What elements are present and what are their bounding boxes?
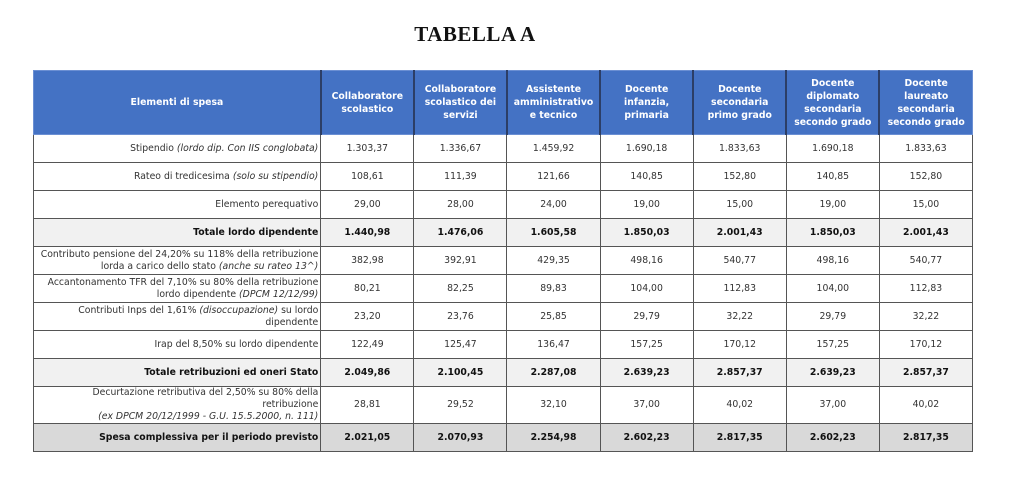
value-cell: 28,00 — [414, 191, 507, 219]
value-cell: 1.605,58 — [507, 219, 600, 247]
row-label-text: Elemento perequativo — [215, 198, 319, 210]
value-cell: 157,25 — [786, 331, 879, 359]
row-label — [34, 331, 321, 359]
row-label — [34, 275, 321, 303]
row-label-text: Irap del 8,50% su lordo dipendente — [154, 338, 319, 350]
value-cell: 2.021,05 — [321, 424, 414, 452]
value-cell: 121,66 — [507, 163, 600, 191]
value-cell: 1.690,18 — [600, 135, 693, 163]
value-cell: 2.070,93 — [414, 424, 507, 452]
row-label-text: (lordo dip. Con IIS conglobata) — [176, 142, 319, 154]
value-cell: 104,00 — [600, 275, 693, 303]
row-label-text: Rateo di tredicesima — [133, 170, 233, 182]
value-cell: 498,16 — [786, 247, 879, 275]
page-title: TABELLA A — [414, 22, 536, 46]
value-cell: 2.254,98 — [507, 424, 600, 452]
value-cell: 80,21 — [321, 275, 414, 303]
row-label-text: Contributi Inps del 1,61% — [78, 304, 200, 316]
value-cell: 112,83 — [879, 275, 972, 303]
row-label-text: Decurtazione retributiva del 2,50% su 80% della retribuzione — [92, 387, 319, 410]
table-row — [34, 163, 973, 191]
row-label-text: (solo su stipendio) — [232, 170, 319, 182]
value-cell: 104,00 — [786, 275, 879, 303]
table-row — [34, 247, 973, 275]
column-header: Docente diplomato secondaria secondo grado — [786, 71, 879, 135]
row-label — [34, 163, 321, 191]
value-cell: 28,81 — [321, 387, 414, 424]
value-cell: 1.440,98 — [321, 219, 414, 247]
value-cell: 392,91 — [414, 247, 507, 275]
value-cell: 89,83 — [507, 275, 600, 303]
value-cell: 2.857,37 — [693, 359, 786, 387]
value-cell: 1.459,92 — [507, 135, 600, 163]
row-label — [34, 247, 321, 275]
value-cell: 170,12 — [693, 331, 786, 359]
value-cell: 29,79 — [786, 303, 879, 331]
value-cell: 37,00 — [786, 387, 879, 424]
value-cell: 108,61 — [321, 163, 414, 191]
value-cell: 1.833,63 — [879, 135, 972, 163]
subtotal-row — [34, 219, 973, 247]
value-cell: 23,76 — [414, 303, 507, 331]
value-cell: 136,47 — [507, 331, 600, 359]
row-label-text: Totale retribuzioni ed oneri Stato — [144, 366, 319, 378]
value-cell: 82,25 — [414, 275, 507, 303]
row-label-text: (ex DPCM 20/12/1999 - G.U. 15.5.2000, n. 111) — [98, 411, 319, 422]
value-cell: 2.001,43 — [879, 219, 972, 247]
value-cell: 1.476,06 — [414, 219, 507, 247]
value-cell: 2.001,43 — [693, 219, 786, 247]
table-row — [34, 303, 973, 331]
table-row — [34, 387, 973, 424]
value-cell: 429,35 — [507, 247, 600, 275]
row-label-text: Spesa complessiva per il periodo previsto — [99, 431, 319, 443]
value-cell: 2.602,23 — [786, 424, 879, 452]
value-cell: 15,00 — [879, 191, 972, 219]
value-cell: 2.639,23 — [600, 359, 693, 387]
value-cell: 152,80 — [879, 163, 972, 191]
value-cell: 2.049,86 — [321, 359, 414, 387]
value-cell: 23,20 — [321, 303, 414, 331]
value-cell: 40,02 — [693, 387, 786, 424]
row-label — [34, 135, 321, 163]
row-label-text: (DPCM 12/12/99) — [239, 288, 319, 300]
table-row — [34, 135, 973, 163]
value-cell: 2.602,23 — [600, 424, 693, 452]
row-label-text: Accantonamento TFR del 7,10% su 80% della retribuzione lordo dipendente — [47, 276, 319, 300]
row-label-text: Stipendio — [130, 142, 177, 154]
value-cell: 32,10 — [507, 387, 600, 424]
column-header: Docente infanzia, primaria — [600, 71, 693, 135]
value-cell: 19,00 — [786, 191, 879, 219]
value-cell: 15,00 — [693, 191, 786, 219]
value-cell: 32,22 — [879, 303, 972, 331]
value-cell: 1.303,37 — [321, 135, 414, 163]
value-cell: 1.690,18 — [786, 135, 879, 163]
row-label — [34, 219, 321, 247]
subtotal-row — [34, 359, 973, 387]
row-label — [34, 191, 321, 219]
column-header: Docente secondaria primo grado — [693, 71, 786, 135]
value-cell: 2.817,35 — [879, 424, 972, 452]
value-cell: 498,16 — [600, 247, 693, 275]
table-row — [34, 331, 973, 359]
value-cell: 122,49 — [321, 331, 414, 359]
value-cell: 29,52 — [414, 387, 507, 424]
value-cell: 32,22 — [693, 303, 786, 331]
row-label — [34, 387, 321, 424]
table-header-row — [34, 71, 973, 135]
value-cell: 1.850,03 — [786, 219, 879, 247]
value-cell: 140,85 — [786, 163, 879, 191]
value-cell: 382,98 — [321, 247, 414, 275]
value-cell: 540,77 — [693, 247, 786, 275]
row-label-text: (disoccupazione) — [199, 304, 279, 316]
row-label — [34, 359, 321, 387]
column-header: Collaboratore scolastico dei servizi — [414, 71, 507, 135]
row-label-text: (anche su rateo 13^) — [218, 260, 319, 272]
value-cell: 24,00 — [507, 191, 600, 219]
value-cell: 2.817,35 — [693, 424, 786, 452]
value-cell: 2.287,08 — [507, 359, 600, 387]
row-label-text: su lordo dipendente — [265, 304, 319, 328]
value-cell: 1.336,67 — [414, 135, 507, 163]
column-header: Docente laureato secondaria secondo grado — [879, 71, 972, 135]
table-row — [34, 191, 973, 219]
value-cell: 540,77 — [879, 247, 972, 275]
value-cell: 2.857,37 — [879, 359, 972, 387]
table-row — [34, 275, 973, 303]
row-label-text: Contributo pensione del 24,20% su 118% della retribuzione lorda a carico dello stato — [40, 248, 319, 272]
column-header-label: Elementi di spesa — [34, 71, 321, 135]
value-cell: 2.639,23 — [786, 359, 879, 387]
value-cell: 112,83 — [693, 275, 786, 303]
value-cell: 111,39 — [414, 163, 507, 191]
value-cell: 2.100,45 — [414, 359, 507, 387]
value-cell: 170,12 — [879, 331, 972, 359]
column-header: Assistente amministrativo e tecnico — [507, 71, 600, 135]
value-cell: 125,47 — [414, 331, 507, 359]
column-header: Collaboratore scolastico — [321, 71, 414, 135]
row-label — [34, 424, 321, 452]
value-cell: 1.850,03 — [600, 219, 693, 247]
value-cell: 19,00 — [600, 191, 693, 219]
value-cell: 152,80 — [693, 163, 786, 191]
value-cell: 37,00 — [600, 387, 693, 424]
value-cell: 29,79 — [600, 303, 693, 331]
value-cell: 140,85 — [600, 163, 693, 191]
cost-table — [33, 70, 973, 452]
value-cell: 29,00 — [321, 191, 414, 219]
value-cell: 40,02 — [879, 387, 972, 424]
value-cell: 157,25 — [600, 331, 693, 359]
value-cell: 1.833,63 — [693, 135, 786, 163]
row-label-text: Totale lordo dipendente — [193, 226, 319, 238]
row-label — [34, 303, 321, 331]
grand-total-row — [34, 424, 973, 452]
value-cell: 25,85 — [507, 303, 600, 331]
